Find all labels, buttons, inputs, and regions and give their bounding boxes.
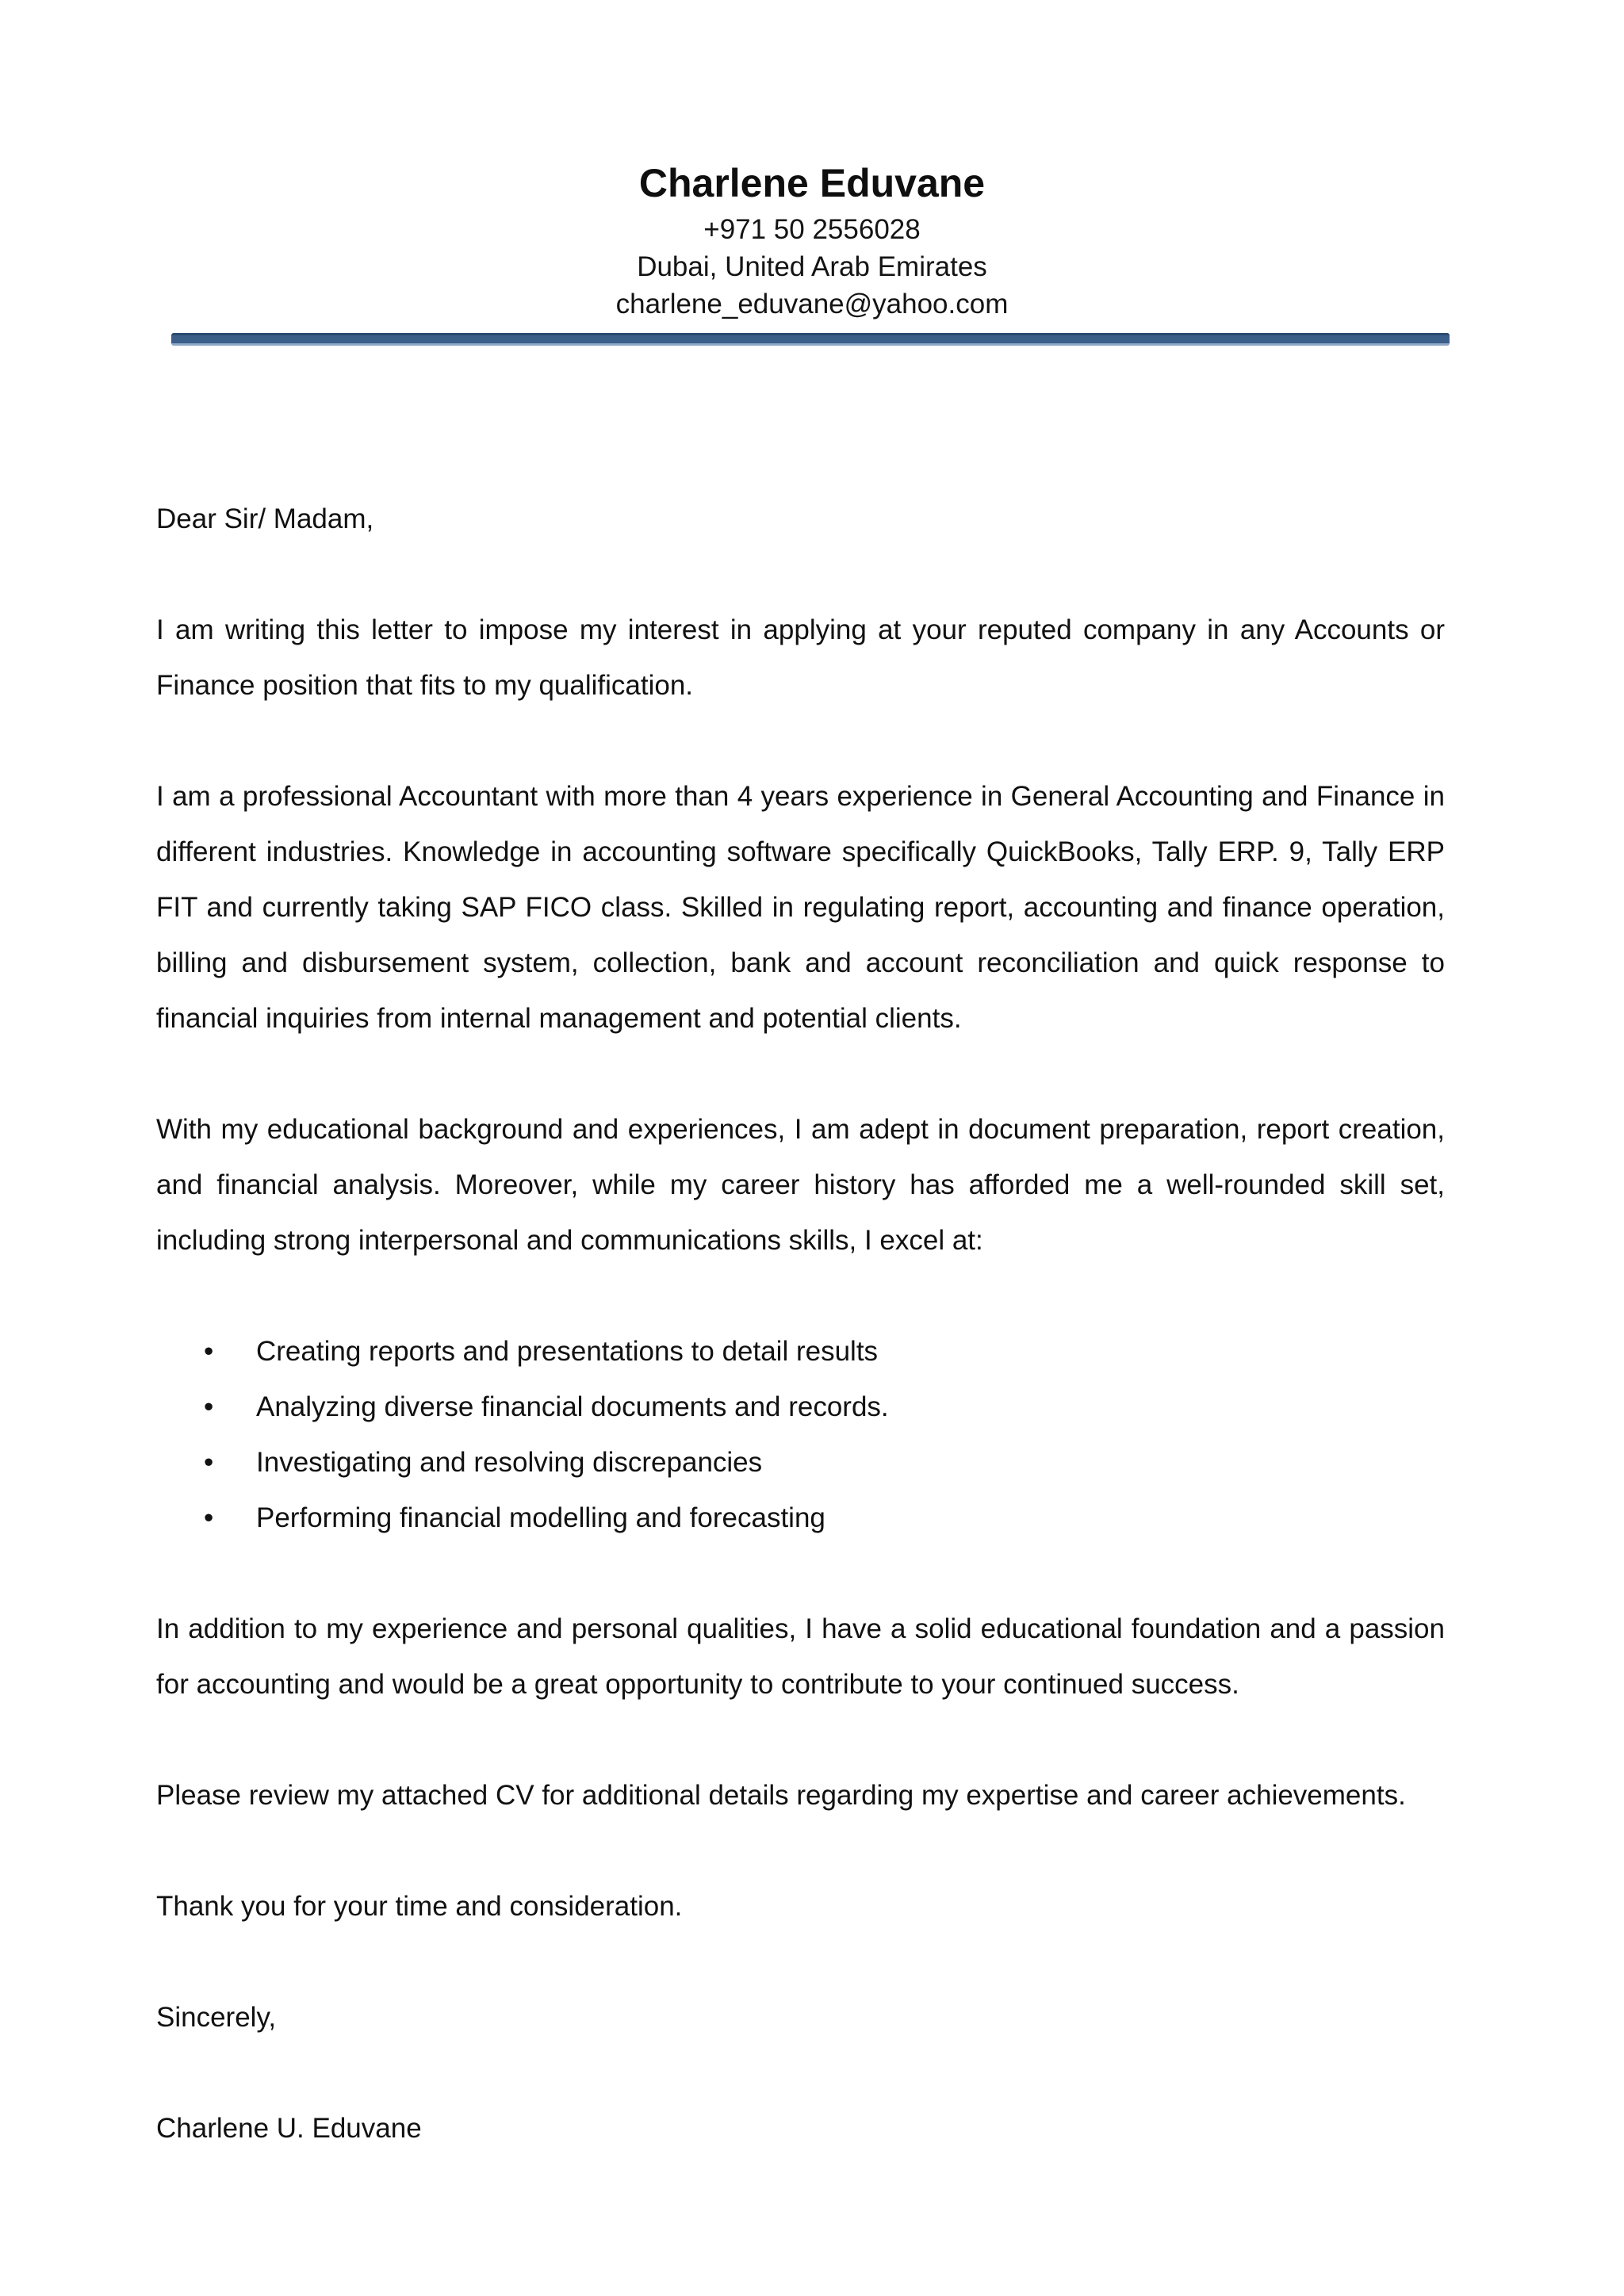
sign-off: Sincerely,: [156, 2002, 277, 2033]
header-divider: [171, 333, 1450, 346]
list-item-text: Investigating and resolving discrepancies: [256, 1447, 763, 1478]
letter-header: [0, 155, 1624, 323]
phone-number: +971 50 2556028: [703, 214, 921, 245]
bullet-icon: •: [204, 1447, 214, 1478]
list-item: [156, 1324, 1445, 1380]
list-item: [156, 1490, 1445, 1546]
paragraph-experience: I am a professional Accountant with more than 4 years experience in General Accounting and Finance in different industries. Knowledge in accounting software specifically QuickBooks, Tally ERP. 9, Tally ERP FIT and currently taking SAP FICO class. Skilled in regulating report, accounting and finance operation, billing and disbursement system, collection, bank and account reconciliation and quick response to financial inquiries from internal management and potential clients.: [156, 781, 1445, 1034]
bullet-icon: •: [204, 1502, 214, 1533]
paragraph-intro: I am writing this letter to impose my interest in applying at your reputed company in any Accounts or Finance position that fits to my qualification.: [156, 614, 1445, 701]
skills-list: [156, 1324, 1445, 1546]
applicant-name: Charlene Eduvane: [638, 161, 986, 205]
letter-body: [156, 492, 1445, 2212]
bullet-icon: •: [204, 1336, 214, 1367]
bullet-icon: •: [204, 1391, 214, 1422]
paragraph-background: With my educational background and experiences, I am adept in document preparation, report creation, and financial analysis. Moreover, while my career history has afforded me a well-rounded skill set, including strong interpersonal and communications skills, I excel at:: [156, 1114, 1445, 1256]
list-item: [156, 1380, 1445, 1435]
list-item-text: Creating reports and presentations to detail results: [256, 1336, 879, 1367]
list-item: [156, 1435, 1445, 1490]
location: Dubai, United Arab Emirates: [637, 251, 987, 282]
email-address: charlene_eduvane@yahoo.com: [615, 289, 1009, 320]
list-item-text: Performing financial modelling and forecasting: [256, 1502, 825, 1533]
signature-name: Charlene U. Eduvane: [156, 2113, 422, 2144]
paragraph-cv-request: Please review my attached CV for additional details regarding my expertise and career achievements.: [156, 1780, 1406, 1811]
salutation: Dear Sir/ Madam,: [156, 503, 374, 534]
paragraph-qualities: In addition to my experience and personal qualities, I have a solid educational foundation and a passion for accounting and would be a great opportunity to contribute to your continued success.: [156, 1613, 1445, 1700]
list-item-text: Analyzing diverse financial documents and records.: [256, 1391, 889, 1422]
paragraph-thanks: Thank you for your time and consideration.: [156, 1891, 683, 1922]
